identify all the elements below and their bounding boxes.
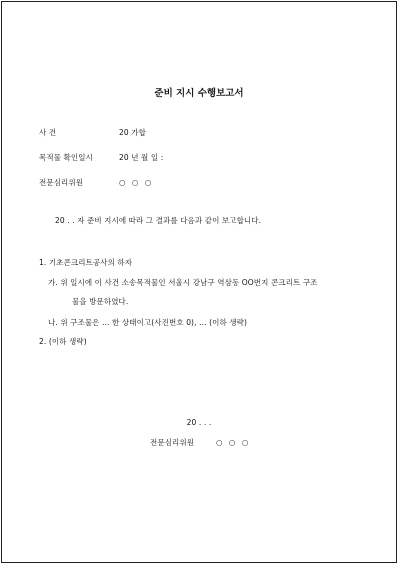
inspection-date-value: 20 년 월 일 : [119, 153, 164, 162]
section-heading: 1. 기초콘크리트공사의 하자 [39, 258, 133, 267]
expert-value: ○ ○ ○ [119, 178, 154, 187]
inspection-date-label: 목적물 확인일시 [39, 153, 93, 162]
expert-label: 전문심리위원 [39, 178, 84, 187]
footer-date: 20 . . . [186, 418, 212, 427]
document-page [1, 1, 397, 563]
footer-signer-name: ○ ○ ○ [216, 438, 251, 447]
case-value: 20 가합 [119, 128, 146, 137]
case-label: 사 건 [39, 128, 57, 137]
section-item-line: 나. 위 구조물은 … 한 상태이고(사진번호 0), … (이하 생략) [48, 318, 248, 327]
document-title: 준비 지시 수행보고서 [154, 88, 244, 99]
section-heading: 2. (이하 생략) [39, 337, 87, 346]
section-item-line: 가. 위 일시에 이 사건 소송목적물인 서울시 강남구 역삼동 OO번지 콘크리트 구조 [48, 278, 318, 287]
report-intro: 20 . . 자 준비 지시에 따라 그 결과를 다음과 같이 보고합니다. [55, 216, 262, 225]
section-item-line: 물을 방문하였다. [72, 297, 129, 306]
footer-signer-label: 전문심리위원 [150, 438, 195, 447]
